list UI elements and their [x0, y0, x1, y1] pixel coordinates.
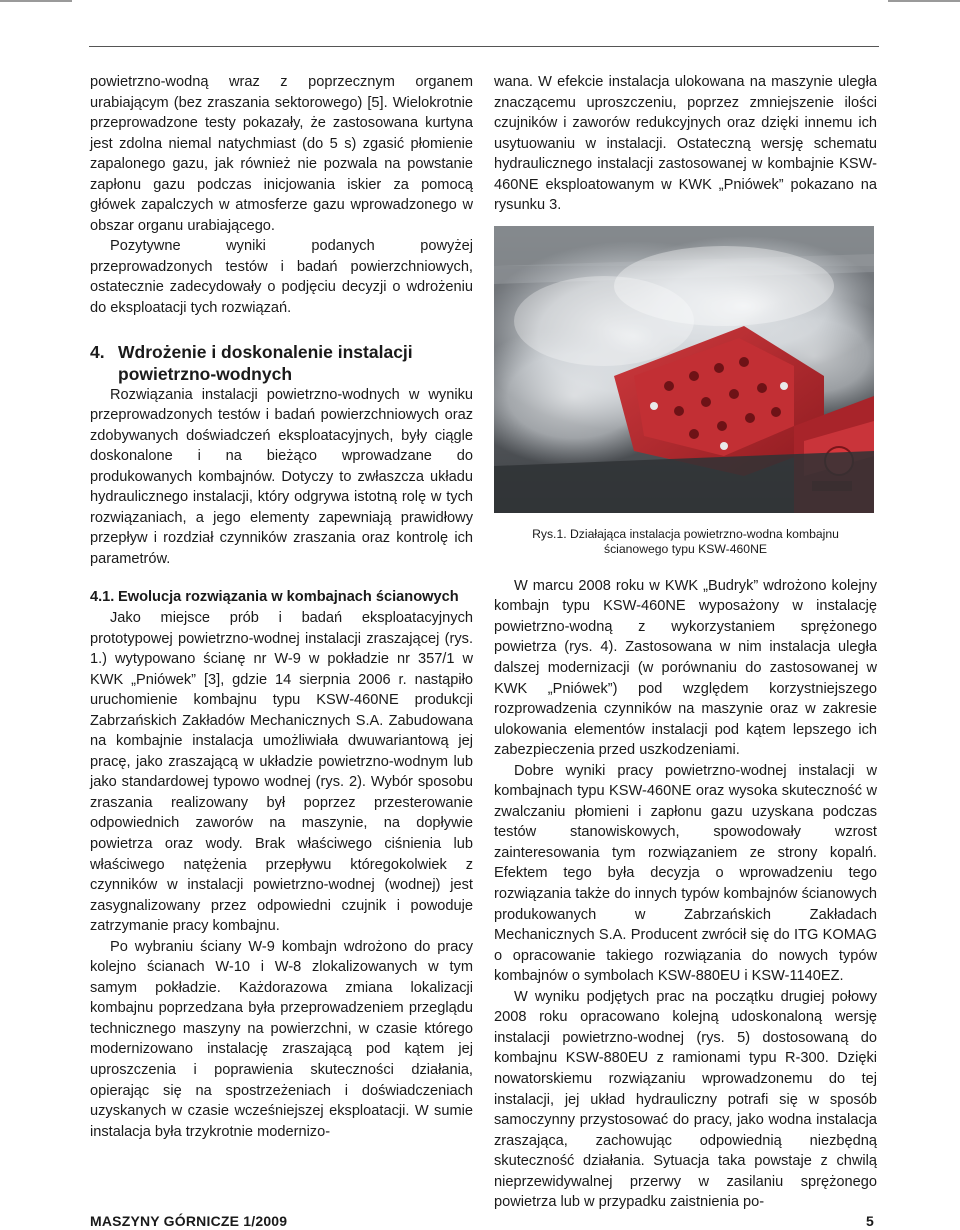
- page-number: 5: [866, 1213, 874, 1229]
- subsection-title: Ewolucja rozwiązania w kombajnach ścianowych: [118, 589, 459, 606]
- paragraph: powietrzno-wodną wraz z poprzecznym organem urabiającym (bez zraszania sektorowego) [5]. Wielokrotnie przeprowadzone testy pokazały, że zastosowana kurtyna jest zdolna niemal natychmiast (do 5 s) zgasić płomienie zapalonego gazu, jak również nie pozwala na powstanie zapłonu gazu podczas inicjowania iskier za pomocą główek zapalczych w atmosferze gazu wprowadzonego w obszar organu urabiającego.: [90, 74, 473, 234]
- section-number: 4.: [90, 341, 105, 362]
- paragraph: Jako miejsce prób i badań eksploatacyjnych prototypowej powietrzno-wodnej instalacji zraszającej (rys. 1.) wytypowano ścianę nr W-9 w pokładzie nr 357/1 w KWK „Pniówek” [3], gdzie 14 sierpnia 2006 r. nastąpiło uruchomienie kombajnu typu KSW-460NE produkcji Zabrzańskich Zakładów Mechanicznych S.A. Zabudowana na kombajnie instalacja umożliwiała dwuwariantową jej pracę, jako zraszającą w układzie powietrzno-wodnym lub jako standardowej typowo wodnej (rys. 2). Wybór sposobu zraszania realizowany był poprzez przesterowanie odpowiednich zaworów na maszynie, na dopływie powietrza oraz wody. Brak właściwego ciśnienia lub właściwego natężenia przepływu któregokolwiek z czynników w instalacji powietrzno-wodnej (wodnej) jest zasygnalizowany przez odpowiedni czujnik i powoduje zatrzymanie pracy kombajnu.: [90, 609, 473, 935]
- paragraph: Pozytywne wyniki podanych powyżej przeprowadzonych testów i badań powierzchniowych, ostatecznie zadecydowały o podjęciu decyzji o wdrożeniu do eksploatacji tych rozwiązań.: [90, 238, 473, 317]
- section-heading: [90, 341, 473, 385]
- paragraph: wana. W efekcie instalacja ulokowana na maszynie uległa znaczącemu uproszczeniu, poprzez zmniejszenie ilości czujników i zaworów redukcyjnych oraz dzięki innemu ich usytuowaniu w instalacji. Ostateczną wersję schematu hydraulicznego instalacji zastosowanej w kombajnie KSW-460NE eksploatowanym w KWK „Pniówek” pokazano na rysunku 3.: [494, 74, 877, 214]
- section-title: Wdrożenie i doskonalenie instalacji powietrzno-wodnych: [118, 341, 413, 384]
- footer-journal-title: MASZYNY GÓRNICZE 1/2009: [90, 1213, 288, 1229]
- right-column: [494, 72, 877, 1213]
- caption-line: Rys.1. Działająca instalacja powietrzno-wodna kombajnu: [532, 526, 839, 541]
- crop-mark-right: [888, 0, 960, 2]
- caption-line: ścianowego typu KSW-460NE: [603, 541, 768, 556]
- crop-mark-left: [0, 0, 72, 2]
- subsection-heading: [90, 587, 473, 608]
- subsection-number: 4.1.: [90, 589, 115, 606]
- paragraph: Rozwiązania instalacji powietrzno-wodnych w wyniku przeprowadzonych testów i badań powierzchniowych oraz zdobywanych doświadczeń eksploatacyjnych, były ciągle doskonalone i na bieżąco wprowadzane do produkowanych kombajnów. Dotyczy to zwłaszcza układu hydraulicznego instalacji, który odgrywa istotną rolę w tych rozwiązaniach, a jego elementy zapewniają prawidłowy przepływ i rozdział czynników zraszania oraz kontrolę ich parametrów.: [90, 386, 473, 567]
- header-rule: [89, 46, 879, 47]
- figure-photo-shearer-spray: [494, 226, 874, 513]
- figure-caption: [494, 527, 877, 557]
- paragraph: W marcu 2008 roku w KWK „Budryk” wdrożono kolejny kombajn typu KSW-460NE wyposażony w instalację powietrzno-wodną z wykorzystaniem sprężonego powietrza (rys. 4). Zastosowana w nim instalacja uległa dalszej modernizacji (w porównaniu do zastosowanej w KWK „Pniówek”) pod względem korzystniejszego rozprowadzenia czynników na maszynie oraz w zakresie ulokowania elementów instalacji pod kątem lepszego ich zabezpieczenia przed uszkodzeniami.: [494, 577, 877, 759]
- paragraph: W wyniku podjętych prac na początku drugiej połowy 2008 roku opracowano kolejną udoskonaloną wersję instalacji powietrzno-wodnej (rys. 5) dostosowaną do kombajnu KSW-880EU z ramionami typu R-300. Dzięki nowatorskiemu rozwiązaniu wprowadzonemu do tej instalacji, jej układ hydrauliczny potrafi się w sposób samoczynny przystosować do pracy, jako wodna instalacja zraszająca, zachowując odpowiednią niezbędną skuteczność działania. Sytuacja taka powstaje z chwilą nieprzewidywalnej przerwy w zasilaniu sprężonego powietrza lub w przypadku zaistnienia po-: [494, 988, 877, 1211]
- paragraph: Po wybraniu ściany W-9 kombajn wdrożono do pracy kolejno ścianach W-10 i W-8 zlokalizowanych w tym samym pokładzie. Każdorazowa zmiana lokalizacji kombajnu poprzedzana była przeprowadzeniem przeglądu technicznego maszyny na powierzchni, w czasie którego modernizowano instalację zraszającą pod kątem jej uproszczenia i poprawienia skuteczności działania, opierając się na spostrzeżeniach i doświadczeniach uzyskanych w czasie wcześniejszej eksploatacji. W sumie instalacja była trzykrotnie modernizo-: [90, 938, 473, 1140]
- left-column: [90, 72, 473, 1142]
- paragraph: Dobre wyniki pracy powietrzno-wodnej instalacji w kombajnach typu KSW-460NE oraz wysoka skuteczność w zwalczaniu płomieni i zapłonu gazu uzyskana podczas testów stanowiskowych, spowodowały wzrost zainteresowania tym rozwiązaniem ze strony kopalń. Efektem tego była decyzja o wprowadzeniu tego rozwiązania także do innych typów kombajnów ścianowych produkowanych w Zabrzańskich Zakładach Mechanicznych S.A. Producent zwrócił się do ITG KOMAG o opracowanie takiego rozwiązania do nowych typów kombajnów o symbolach KSW-880EU i KSW-1140EZ.: [494, 762, 877, 985]
